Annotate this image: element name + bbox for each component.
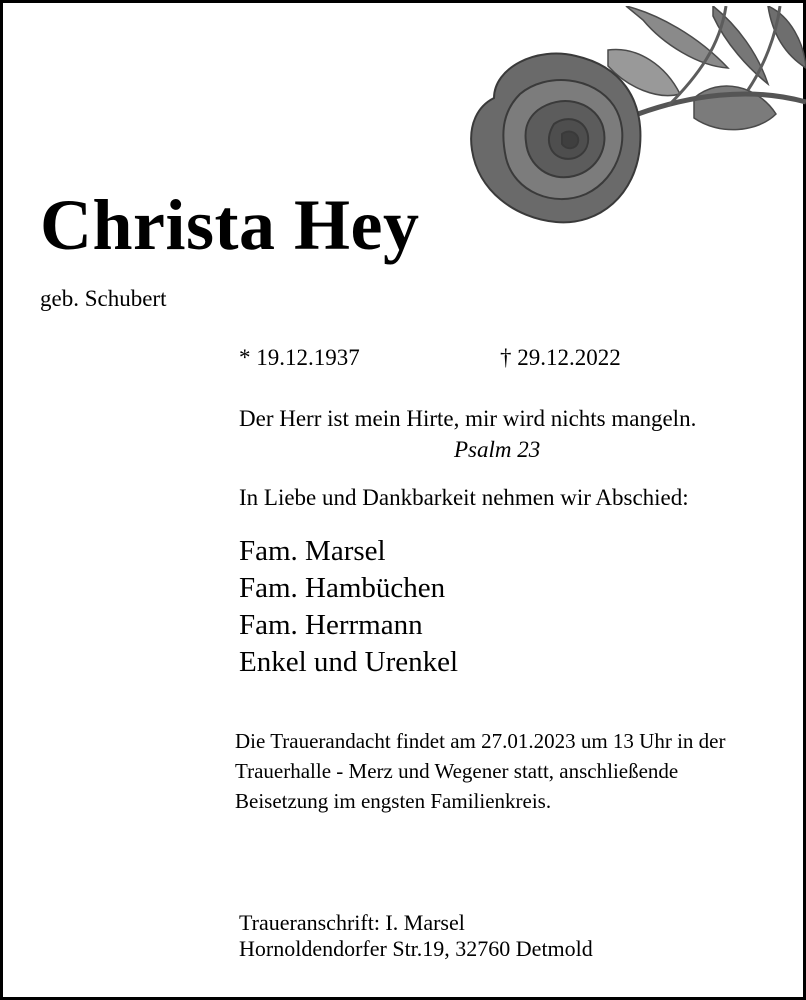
service-notice: Die Trauerandacht findet am 27.01.2023 um 13 Uhr in der Trauerhalle - Merz und Wegener statt, anschließende Beisetzung im engsten Familienkreis. <box>235 729 726 813</box>
death-date: † 29.12.2022 <box>500 345 621 370</box>
farewell-line: In Liebe und Dankbarkeit nehmen wir Abschied: <box>239 485 689 510</box>
mourners-list <box>239 533 458 681</box>
address-line: Hornoldendorfer Str.19, 32760 Detmold <box>239 936 593 961</box>
mourner-item: Fam. Hambüchen <box>239 572 446 604</box>
address-line: Traueranschrift: I. Marsel <box>239 910 465 935</box>
verse-source: Psalm 23 <box>454 437 541 462</box>
mourning-address <box>239 910 593 962</box>
mourner-item: Fam. Marsel <box>239 535 386 567</box>
birth-name: geb. Schubert <box>40 286 167 311</box>
rose-icon <box>458 6 806 238</box>
mourner-item: Enkel und Urenkel <box>239 646 459 678</box>
deceased-name: Christa Hey <box>40 185 420 265</box>
bible-verse: Der Herr ist mein Hirte, mir wird nichts mangeln. <box>239 406 697 431</box>
birth-date: * 19.12.1937 <box>239 345 360 370</box>
mourner-item: Fam. Herrmann <box>239 609 423 641</box>
